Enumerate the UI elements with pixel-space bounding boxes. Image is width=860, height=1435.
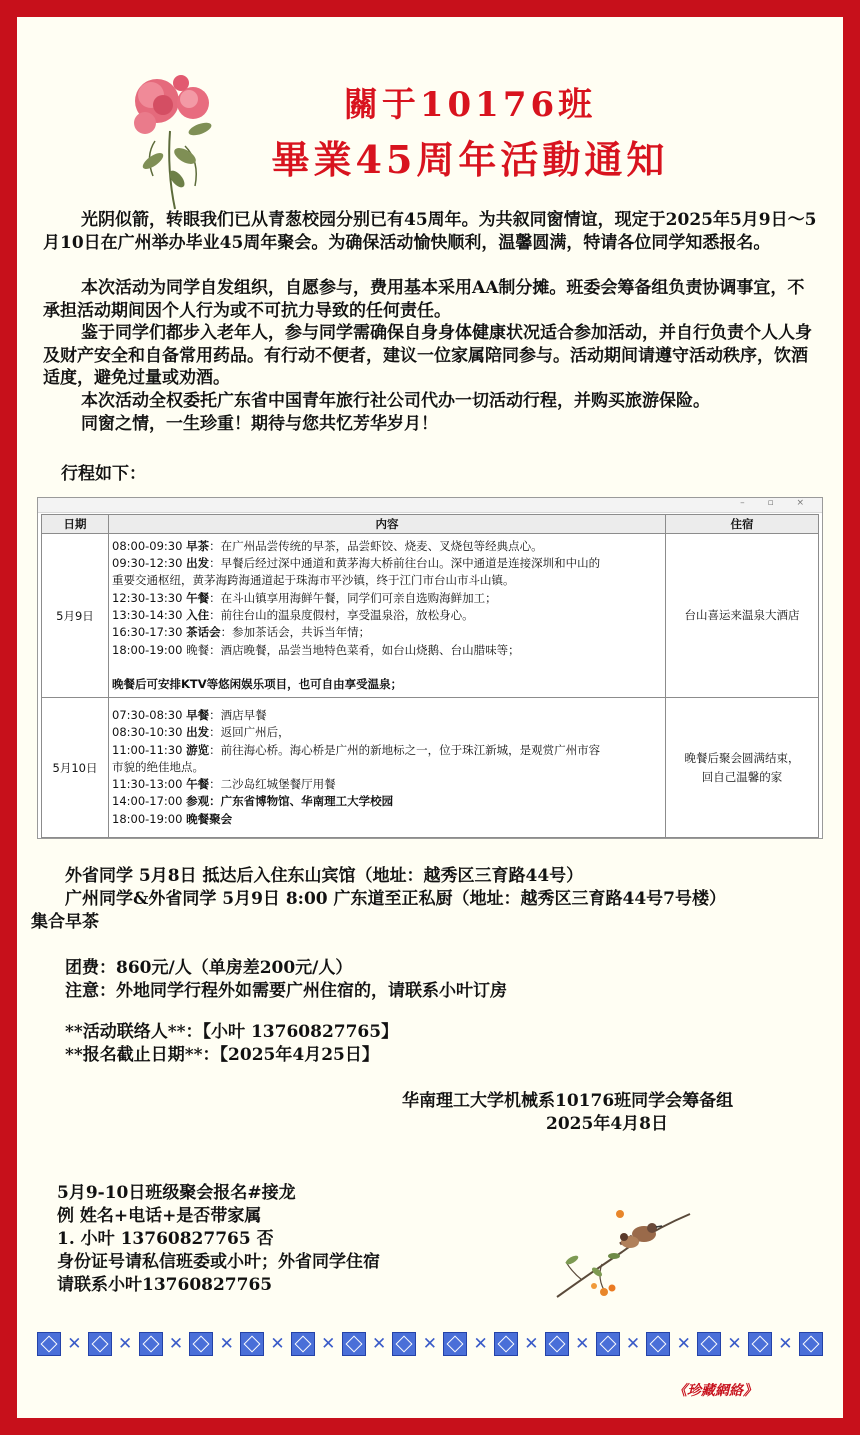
- border-tile-icon: ✕: [367, 1332, 391, 1356]
- signup-line-2: 例 姓名+电话+是否带家属: [57, 1206, 262, 1226]
- day2-hotel: 晚餐后聚会圆满结束， 回自己温馨的家: [666, 698, 819, 838]
- signup-deadline: **报名截止日期**：【2025年4月25日】: [65, 1045, 379, 1065]
- meeting-line-3: 集合早茶: [31, 912, 99, 932]
- border-tile-icon: [189, 1332, 213, 1356]
- meeting-line-2: 广州同学&外省同学 5月9日 8:00 广东道至正私厨（地址：越秀区三育路44号7号楼）: [65, 889, 727, 909]
- schedule-table: [41, 514, 819, 838]
- table-row: [42, 698, 819, 838]
- border-tile-icon: [291, 1332, 315, 1356]
- border-tile-icon: ✕: [215, 1332, 239, 1356]
- border-tile-icon: [392, 1332, 416, 1356]
- border-tile-icon: ✕: [418, 1332, 442, 1356]
- intro-paragraph-2: 本次活动为同学自发组织，自愿参与，费用基本采用AA制分摊。班委会筹备组负责协调事宜，不承担活动期间因个人行为或不可抗力导致的任何责任。: [43, 278, 805, 321]
- signature-date: 2025年4月8日: [546, 1114, 668, 1134]
- list-item: 07:30-08:30 早餐：酒店早餐: [112, 707, 267, 722]
- list-item: 08:00-09:30 早茶：在广州品尝传统的早茶，品尝虾饺、烧麦、叉烧包等经典点心。: [112, 538, 543, 553]
- list-item: 09:30-12:30 出发：早餐后经过深中通道和黄茅海大桥前往台山。深中通道是连接深圳和中山的: [112, 556, 601, 571]
- watermark-label: 《珍藏網絡》: [673, 1383, 757, 1399]
- window-titlebar: [38, 498, 822, 513]
- border-tile-icon: ✕: [164, 1332, 188, 1356]
- day1-note: 晚餐后可安排KTV等悠闲娱乐项目，也可自由享受温泉；: [112, 676, 403, 691]
- day2-content: [109, 698, 666, 838]
- intro-paragraph-3: 鉴于同学们都步入老年人，参与同学需确保自身身体健康状况适合参加活动，并自行负责个人人身及财产安全和自备常用药品。有行动不便者，建议一位家属陪同参与。活动期间请遵守活动秩序，饮酒适度，避免过量或劝酒。: [43, 323, 812, 388]
- border-tile-icon: [494, 1332, 518, 1356]
- border-tile-icon: ✕: [519, 1332, 543, 1356]
- schedule-window: [37, 497, 823, 839]
- border-tile-icon: [240, 1332, 264, 1356]
- border-tile-icon: ✕: [266, 1332, 290, 1356]
- list-item: 12:30-13:30 午餐：在斗山镇享用海鲜午餐，同学们可亲自选购海鲜加工；: [112, 590, 497, 605]
- border-tile-icon: ✕: [113, 1332, 137, 1356]
- day2-date: 5月10日: [42, 698, 109, 838]
- list-item: 重要交通枢纽，黄茅海跨海通道起于珠海市平沙镇，终于江门市台山市斗山镇。: [112, 573, 515, 588]
- border-tile-icon: [443, 1332, 467, 1356]
- border-tile-icon: [342, 1332, 366, 1356]
- signup-line-3: 1. 小叶 13760827765 否: [57, 1229, 274, 1249]
- signup-line-1: 5月9-10日班级聚会报名#接龙: [57, 1183, 296, 1203]
- contact-person: **活动联络人**：【小叶 13760827765】: [65, 1022, 399, 1042]
- list-item: 18:00-19:00 晚餐：酒店晚餐，品尝当地特色菜肴，如台山烧鹅、台山腊味等；: [112, 642, 520, 657]
- table-row: [42, 534, 819, 698]
- day1-content: [109, 534, 666, 698]
- header-hotel: 住宿: [666, 515, 819, 534]
- list-item: 11:00-11:30 游览：前往海心桥。海心桥是广州的新地标之一，位于珠江新城，是观赏广州市容: [112, 742, 601, 757]
- signature-org: 华南理工大学机械系10176班同学会筹备组: [402, 1091, 734, 1111]
- border-tile-icon: [596, 1332, 620, 1356]
- border-tile-icon: [748, 1332, 772, 1356]
- border-tile-icon: [799, 1332, 823, 1356]
- border-tile-icon: ✕: [621, 1332, 645, 1356]
- border-tile-icon: [139, 1332, 163, 1356]
- border-tile-icon: ✕: [316, 1332, 340, 1356]
- notice-paper: [17, 17, 843, 1418]
- window-controls[interactable]: – ▫ ×: [740, 498, 814, 508]
- border-tile-icon: [545, 1332, 569, 1356]
- border-tile-icon: ✕: [672, 1332, 696, 1356]
- meeting-line-1: 外省同学 5月8日 抵达后入住东山宾馆（地址：越秀区三育路44号）: [65, 866, 584, 886]
- border-tile-icon: [88, 1332, 112, 1356]
- list-item: 市貌的绝佳地点。: [112, 759, 204, 774]
- list-item: 14:00-17:00 参观：广东省博物馆、华南理工大学校园: [112, 794, 394, 809]
- title-line-2: 畢業45周年活動通知: [271, 137, 669, 182]
- border-tile-icon: ✕: [469, 1332, 493, 1356]
- title-line-1: 關于10176班: [343, 85, 597, 125]
- intro-paragraph-5: 同窗之情，一生珍重！期待与您共忆芳华岁月！: [81, 414, 438, 434]
- decorative-border: [37, 1332, 823, 1358]
- fee-line: 团费：860元/人（单房差200元/人）: [65, 958, 353, 978]
- border-tile-icon: [37, 1332, 61, 1356]
- intro-paragraph-1: 光阴似箭，转眼我们已从青葱校园分别已有45周年。为共叙同窗情谊，现定于2025年5月9日～5月10日在广州举办毕业45周年聚会。为确保活动愉快顺利，温馨圆满，特请各位同学知悉报名。: [43, 210, 817, 253]
- border-tile-icon: [697, 1332, 721, 1356]
- list-item: 18:00-19:00 晚餐聚会: [112, 811, 233, 826]
- bird-branch-icon: [552, 1202, 692, 1302]
- border-tile-icon: ✕: [570, 1332, 594, 1356]
- border-tile-icon: ✕: [773, 1332, 797, 1356]
- list-item: 08:30-10:30 出发：返回广州后，: [112, 725, 290, 740]
- list-item: 11:30-13:00 午餐：二沙岛红城堡餐厅用餐: [112, 777, 336, 792]
- list-item: 13:30-14:30 入住：前往台山的温泉度假村，享受温泉浴，放松身心。: [112, 608, 474, 622]
- border-tile-icon: ✕: [723, 1332, 747, 1356]
- signup-line-4: 身份证号请私信班委或小叶；外省同学住宿: [57, 1252, 380, 1272]
- day1-hotel: 台山喜运来温泉大酒店: [666, 534, 819, 698]
- note-line: 注意：外地同学行程外如需要广州住宿的，请联系小叶订房: [65, 981, 507, 1001]
- intro-paragraph-4: 本次活动全权委托广东省中国青年旅行社公司代办一切活动行程，并购买旅游保险。: [81, 391, 710, 411]
- border-tile-icon: ✕: [62, 1332, 86, 1356]
- signup-line-5: 请联系小叶13760827765: [57, 1275, 273, 1295]
- itinerary-heading: 行程如下：: [61, 464, 146, 484]
- border-tile-icon: [646, 1332, 670, 1356]
- day1-date: 5月9日: [42, 534, 109, 698]
- header-content: 内容: [109, 515, 666, 534]
- list-item: 16:30-17:30 茶话会：参加茶话会，共诉当年情；: [112, 625, 371, 640]
- header-date: 日期: [42, 515, 109, 534]
